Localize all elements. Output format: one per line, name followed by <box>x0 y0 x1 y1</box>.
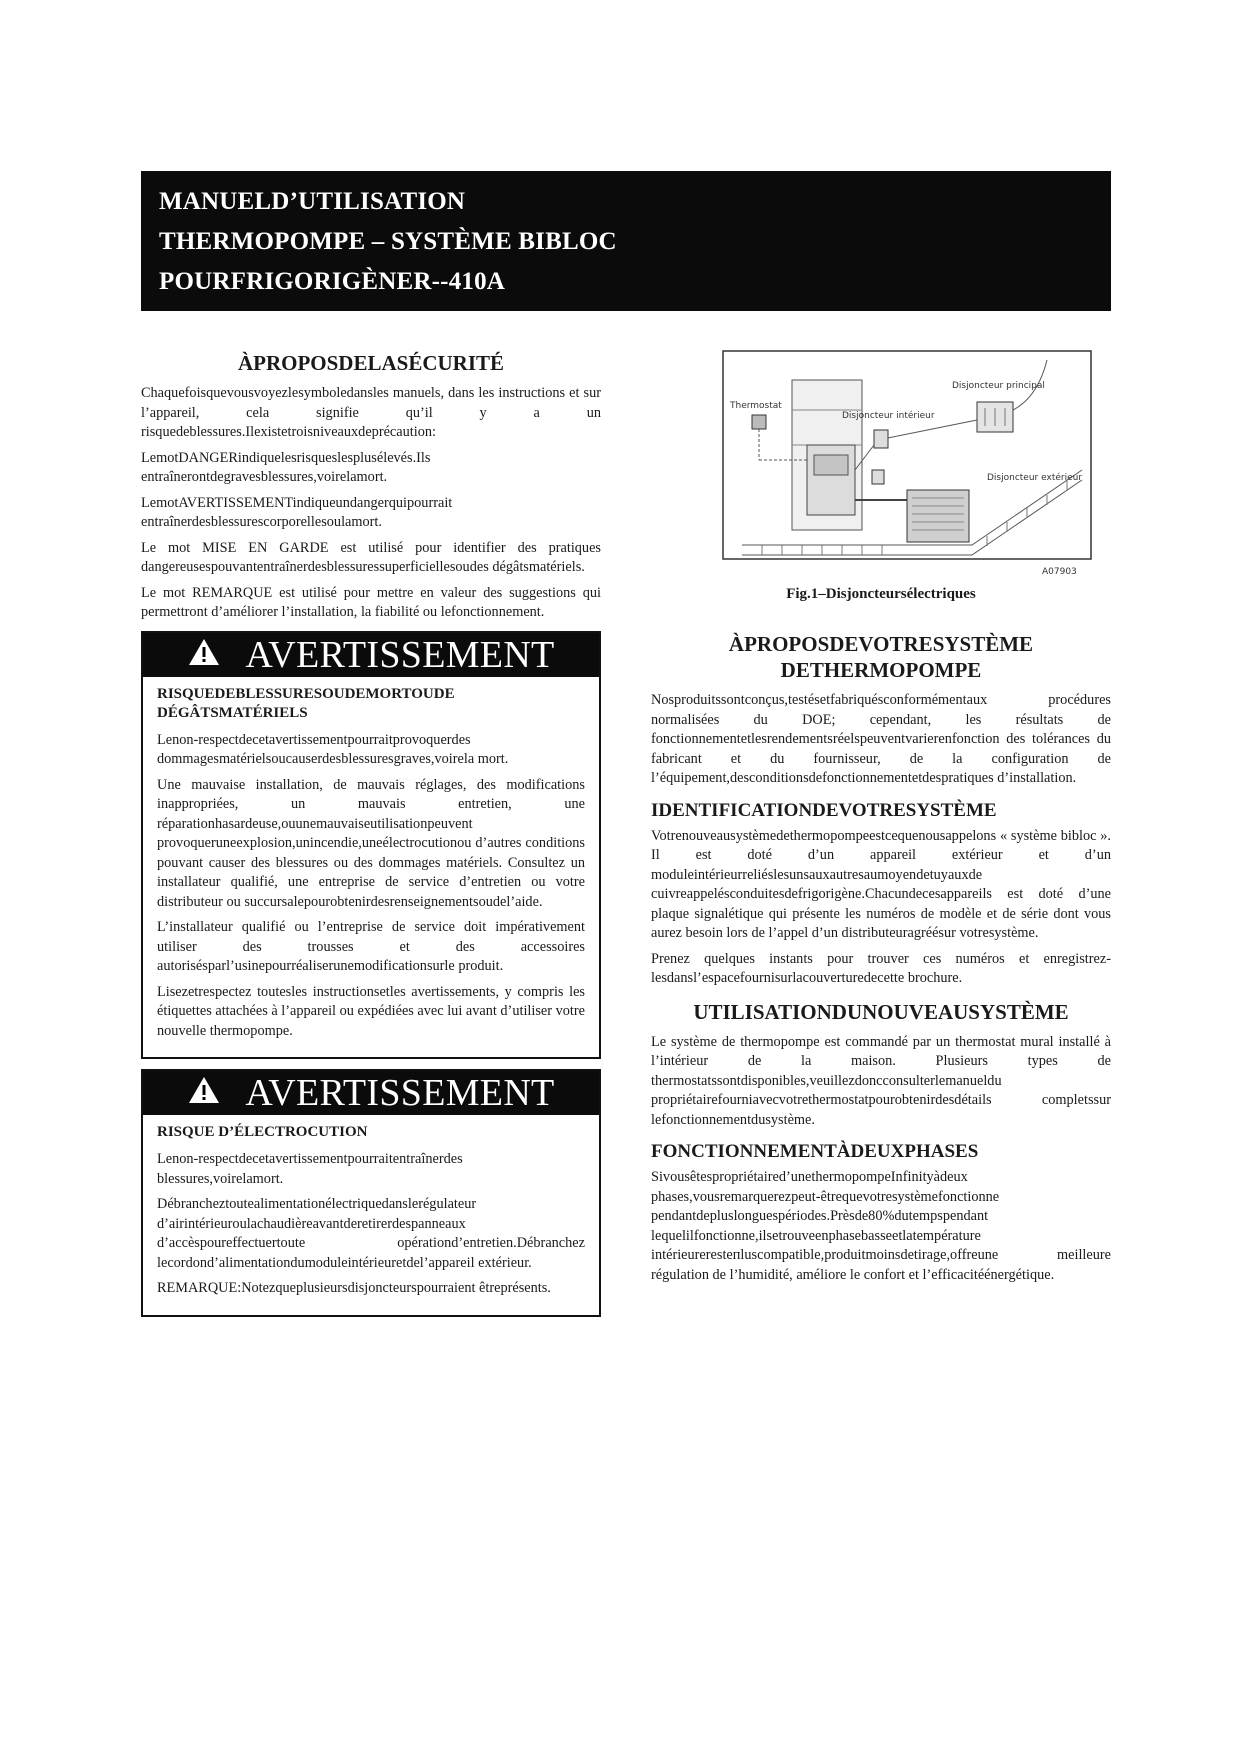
new-system-paragraph: Le système de thermopompe est commandé par un thermostat mural installé à l’intérieur de la maison. Plusieurs types de thermostatssontdisponibles,veuillezdoncconsulterlemanueldu propriétairefourniavecvotrethermostatpourobtenirdesdétails completssur lefonctionnementdusystème. <box>651 1033 1111 1128</box>
breaker-figure <box>722 350 1092 580</box>
new-system-heading: UTILISATIONDUNOUVEAUSYSTÈME <box>693 999 1069 1024</box>
title-band <box>141 171 1111 311</box>
right-column <box>651 350 1111 1291</box>
warning-paragraph: L’installateur qualifié ou l’entreprise de service doit impérativement utiliser des trousses et des accessoires autorisésparl’usinepourréaliserunemodificationsurle produit. <box>157 919 585 974</box>
warning-paragraph: REMARQUE:Notezqueplusieursdisjoncteurspourraient êtreprésents. <box>157 1280 551 1296</box>
warning-heading-text: AVERTISSEMENT <box>245 1072 555 1114</box>
warning-title: RISQUE D’ÉLECTROCUTION <box>157 1124 368 1140</box>
warning-definition: LemotAVERTISSEMENTindiqueundangerquipourrait entraînerdesblessurescorporellesoulamort. <box>141 494 453 530</box>
identification-heading: IDENTIFICATIONDEVOTRESYSTÈME <box>651 799 997 821</box>
title-line-2: THERMOPOMPE – SYSTÈME BIBLOC <box>159 228 617 255</box>
remark-definition: Le mot REMARQUE est utilisé pour mettre en valeur des suggestions qui permettront d’améliorer l’installation, la fiabilité ou lefonctionnement. <box>141 584 601 620</box>
warning-header <box>143 633 599 677</box>
warning-triangle-icon <box>187 633 221 677</box>
warning-header <box>143 1071 599 1115</box>
outdoor-breaker-label: Disjoncteur extérieur <box>987 473 1083 483</box>
system-paragraph: Nosproduitssontconçus,testésetfabriquésconformémentaux procédures normalisées du DOE; cependant, les résultats de fonctionnementetlesrendementsréelspeuventvarierenfonction des tolérances du fabricant et du fournisseur, de la configuration de l’équipement,desconditionsdefonctionnementetdespratiques d’installation. <box>651 692 1111 786</box>
two-phase-paragraph: Sivousêtespropriétaired’unethermopompeInfinityàdeux phases,vousremarquerezpeut-êtrequevotresystèmefonctionne pendantdepluslonguespériodes.Prèsde80%dutempspendant lequelilfonctionne,ilsetrouveenphasebasseetlatempérature intérieureresteпluscompatible,produitmoinsdetirage,offreune meilleure régulation de l’humidité, améliore le confort et l’efficacitéénergétique. <box>651 1169 1111 1283</box>
warning-title: RISQUEDEBLESSURESOUDEMORTOUDE DÉGÂTSMATÉRIELS <box>157 685 455 721</box>
warning-heading-text: AVERTISSEMENT <box>245 633 555 676</box>
main-breaker-label: Disjoncteur principal <box>952 381 1045 391</box>
warning-paragraph: Lenon-respectdecetavertissementpourraitprovoquerdes dommagesmatérielsoucauserdesblessuresgraves,voirela mort. <box>157 731 509 767</box>
indoor-breaker-label: Disjoncteur intérieur <box>842 411 935 421</box>
safety-intro: Chaquefoisquevousvoyezlesymboledansles manuels, dans les instructions et sur l’appareil, cela signifie qu’il y a un risquedeblessures.Ilexistetroisniveauxdeprécaution: <box>141 385 601 440</box>
danger-definition: LemotDANGERindiquelesrisqueslesplusélevés.Ils entraînerontdegravesblessures,voirelamort. <box>141 449 431 485</box>
figure-caption: Fig.1–Disjoncteursélectriques <box>786 586 976 602</box>
identification-paragraph: Votrenouveausystèmedethermopompeestcequenousappelons « système bibloc ». Il est doté d’un appareil extérieur et d’un moduleintérieurreliéslesunsauxautresaumoyendetuyauxde cuivreappelésconduitesdefrigorigène.Chacundecesappareils est doté d’une plaque signalétique qui présente les numéros de modèle et de série dont vous aurez besoin lors de l’appel d’un distributeuragréésur votresystème. <box>651 827 1111 941</box>
warning-paragraph: Lenon-respectdecetavertissementpourraitentraînerdes blessures,voirelamort. <box>157 1151 463 1187</box>
system-heading-line-2: DETHERMOPOMPE <box>780 658 982 682</box>
warning-triangle-icon <box>187 1071 221 1115</box>
breaker-illustration <box>722 350 1092 580</box>
warning-box-electrocution <box>141 1069 601 1317</box>
warning-paragraph: Débrancheztoutealimentationélectriquedanslerégulateur d’airintérieuroulachaudièreavantderetirerdespanneaux d’accèspoureffectuertoute opérationd’entretien.Débranchez lecordond’alimentationdumoduleintérieuretdel’appareil extérieur. <box>157 1196 585 1271</box>
identification-paragraph: Prenez quelques instants pour trouver ces numéros et enregistrez-lesdansl’espacefournisurlacouverturedecette brochure. <box>651 950 1111 986</box>
figure-code: A07903 <box>1042 567 1077 577</box>
warning-paragraph: Lisezetrespectez toutesles instructionsetles avertissements, y compris les étiquettes attachées à l’appareil ou expédiées avec lui avant d’utiliser votre nouvelle thermopompe. <box>157 983 585 1039</box>
left-column <box>141 350 601 1317</box>
system-heading-line-1: ÀPROPOSDEVOTRESYSTÈME <box>728 632 1034 656</box>
safety-heading: ÀPROPOSDELASÉCURITÉ <box>237 351 505 375</box>
thermostat-label: Thermostat <box>730 401 782 411</box>
title-line-3: POURFRIGORIGÈNER--410A <box>159 268 506 295</box>
warning-paragraph: Une mauvaise installation, de mauvais réglages, des modifications inappropriées, un mauvais entretien, une réparationhasardeuse,ouunemauvaiseutilisationpeuvent provoquerunеexplosion,unincendie,uneélectrocutionou d’autres conditions pouvant causer des blessures ou des dommages matériels. Consultez un installateur qualifié, une entreprise de service d’entretien ou votre distributeur ou succursalepourobtenirdesrenseignementsoudel’aide. <box>157 776 585 910</box>
title-line-1: MANUELD’UTILISATION <box>159 188 466 215</box>
caution-definition: Le mot MISE EN GARDE est utilisé pour identifier des pratiques dangereusespouvantentraînerdesblessuressuperficiellesoudes dégâtsmatériels. <box>141 539 601 575</box>
warning-box-injury <box>141 631 601 1060</box>
two-phase-heading: FONCTIONNEMENTÀDEUXPHASES <box>651 1141 979 1162</box>
